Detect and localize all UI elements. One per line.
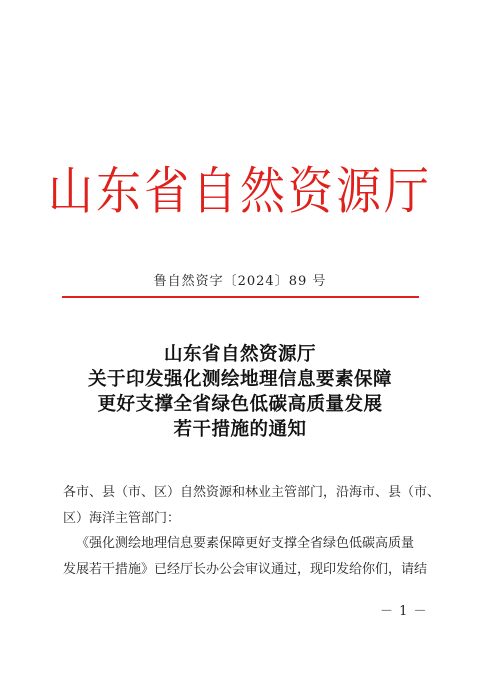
salutation (63, 480, 441, 532)
salutation-line: 区）海洋主管部门： (63, 511, 181, 526)
body-paragraph (63, 531, 428, 583)
salutation-line: 各市、县（市、区）自然资源和林业主管部门，沿海市、县（市、 (63, 485, 441, 500)
page-number: － 1 － (380, 604, 428, 619)
title-line: 更好支撑全省绿色低碳高质量发展 (97, 394, 383, 415)
title-line: 若干措施的通知 (173, 419, 307, 440)
body-line: 《强化测绘地理信息要素保障更好支撑全省绿色低碳高质量 (76, 536, 415, 551)
document-title (0, 342, 480, 442)
red-separator-line (62, 296, 419, 298)
title-line: 关于印发强化测绘地理信息要素保障 (87, 369, 392, 390)
body-line: 发展若干措施》已经厅长办公会审议通过，现印发给你们，请结 (63, 562, 428, 577)
letterhead-org-name: 山东省自然资源厅 (47, 161, 432, 221)
document-number: 鲁自然资字〔2024〕89 号 (153, 274, 327, 289)
title-line: 山东省自然资源厅 (163, 344, 316, 365)
